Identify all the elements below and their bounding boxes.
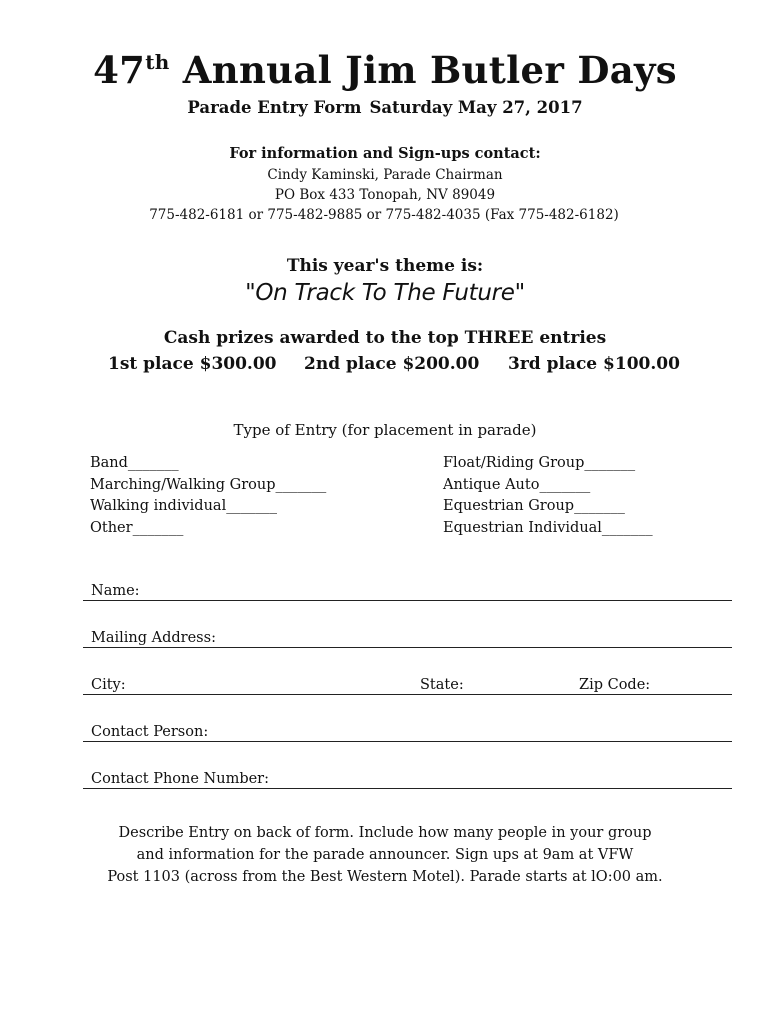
title-number: 47 <box>93 48 146 92</box>
state-label: State: <box>420 677 464 693</box>
city-state-zip-field[interactable] <box>83 672 732 695</box>
entry-option-antique-auto[interactable]: Antique Auto_______ <box>443 477 591 493</box>
title-suffix: th <box>145 50 170 74</box>
page-title <box>0 48 770 92</box>
entry-option-float[interactable]: Float/Riding Group_______ <box>443 455 636 471</box>
theme-label: This year's theme is: <box>286 256 484 276</box>
contact-person-label: Contact Person: <box>91 724 209 740</box>
entry-option-other[interactable]: Other_______ <box>90 520 184 536</box>
city-label: City: <box>91 677 126 693</box>
form-name: Parade Entry Form <box>187 98 362 117</box>
contact-phones: 775-482-6181 or 775-482-9885 or 775-482-4035 (Fax 775-482-6182) <box>149 207 619 223</box>
theme-value: "On Track To The Future" <box>245 280 525 306</box>
entry-option-walking-individual[interactable]: Walking individual_______ <box>90 498 277 514</box>
third-prize: 3rd place $100.00 <box>508 354 680 374</box>
second-prize: 2nd place $200.00 <box>304 354 480 374</box>
footer-line-3: Post 1103 (across from the Best Western Motel). Parade starts at lO:00 am. <box>107 869 663 885</box>
contact-phone-label: Contact Phone Number: <box>91 771 270 787</box>
contact-address: PO Box 433 Tonopah, NV 89049 <box>274 187 496 203</box>
mailing-address-label: Mailing Address: <box>91 630 216 646</box>
entry-option-band[interactable]: Band_______ <box>90 455 179 471</box>
subtitle <box>0 98 770 117</box>
name-field[interactable] <box>83 578 732 601</box>
parade-date: Saturday May 27, 2017 <box>369 98 583 117</box>
mailing-address-field[interactable] <box>83 625 732 648</box>
entry-option-marching-group[interactable]: Marching/Walking Group_______ <box>90 477 327 493</box>
contact-phone-field[interactable] <box>83 766 732 789</box>
entry-option-equestrian-group[interactable]: Equestrian Group_______ <box>443 498 625 514</box>
title-text: Annual Jim Butler Days <box>182 48 677 92</box>
contact-person-field[interactable] <box>83 719 732 742</box>
first-prize: 1st place $300.00 <box>108 354 277 374</box>
contact-name: Cindy Kaminski, Parade Chairman <box>267 167 503 183</box>
footer-line-2: and information for the parade announcer. Sign ups at 9am at VFW <box>136 847 634 863</box>
footer-line-1: Describe Entry on back of form. Include how many people in your group <box>118 825 652 841</box>
entry-option-equestrian-individual[interactable]: Equestrian Individual_______ <box>443 520 653 536</box>
name-label: Name: <box>91 583 140 599</box>
prizes-heading: Cash prizes awarded to the top THREE entries <box>163 328 607 348</box>
zip-label: Zip Code: <box>579 677 651 693</box>
contact-heading: For information and Sign-ups contact: <box>229 145 541 162</box>
entry-type-heading: Type of Entry (for placement in parade) <box>233 421 537 439</box>
